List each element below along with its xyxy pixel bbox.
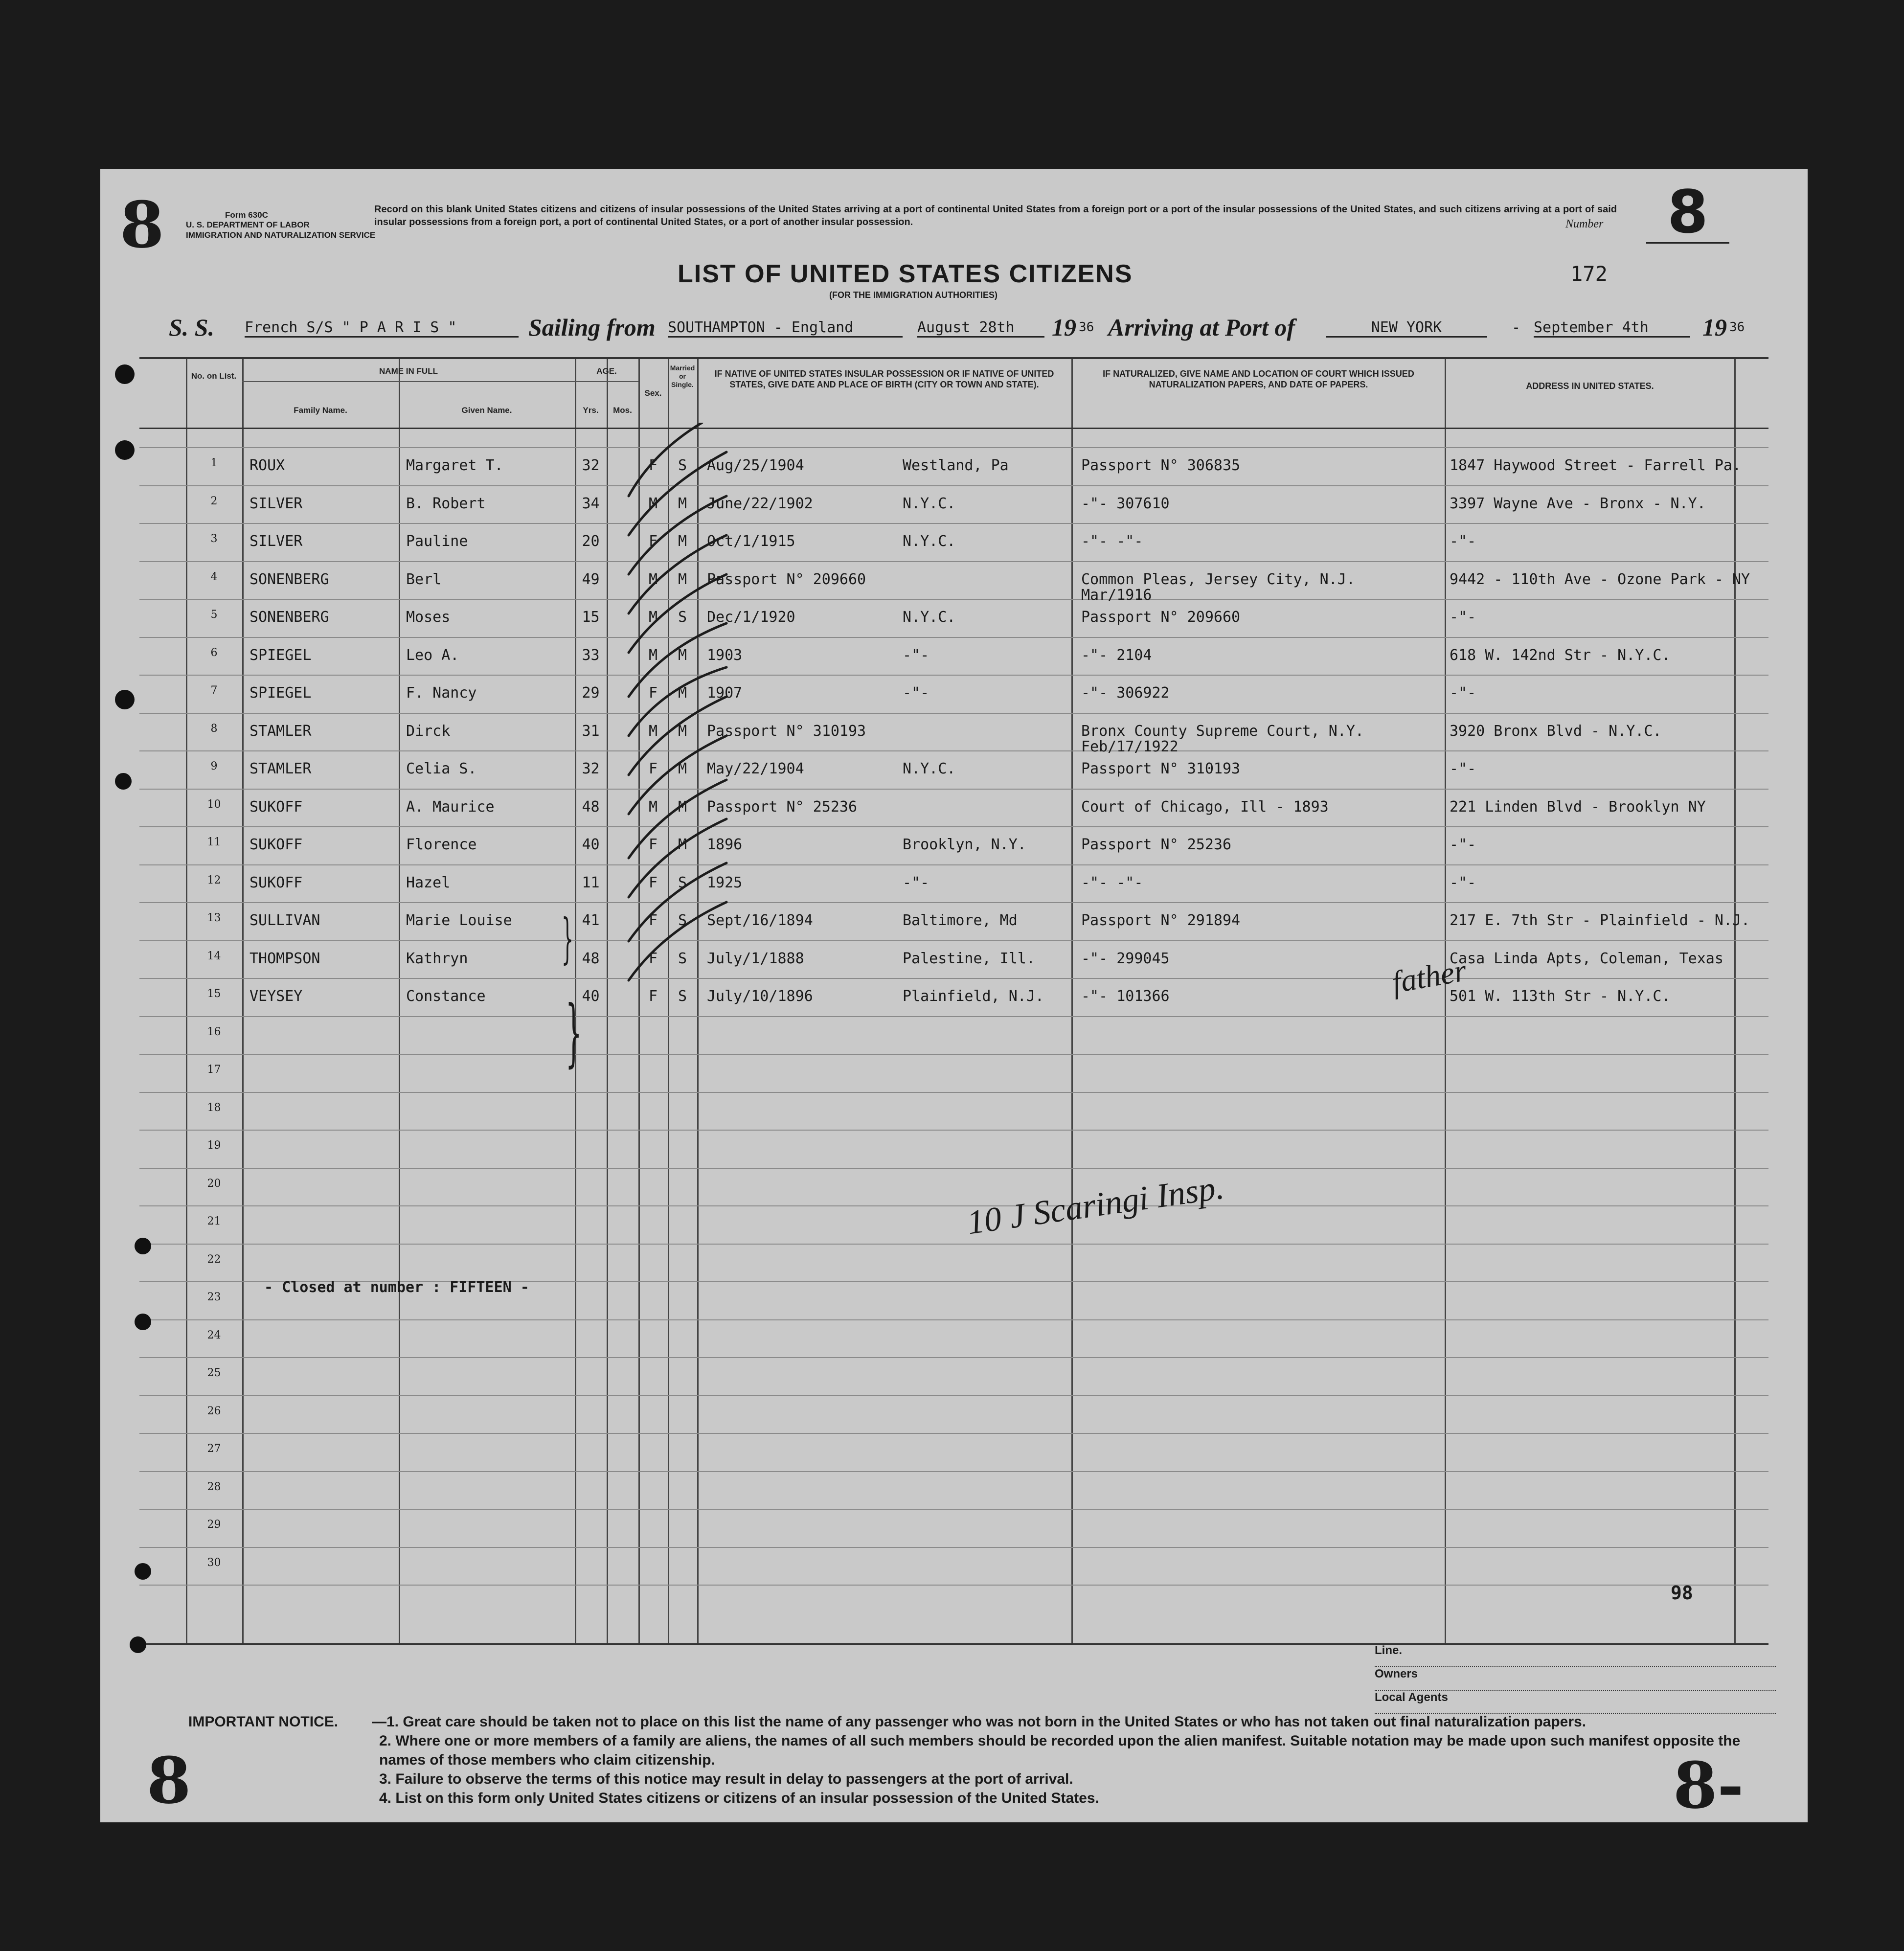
row-rule	[139, 637, 1768, 638]
cell-ms: M	[678, 533, 687, 550]
cell-given: Dirck	[406, 722, 451, 740]
col-divider	[1071, 359, 1073, 1643]
cell-yrs: 32	[582, 457, 600, 474]
row-rule	[139, 523, 1768, 524]
cell-ms: M	[678, 570, 687, 588]
binder-hole	[135, 1238, 151, 1254]
cell-ms: S	[678, 609, 687, 626]
sailing-year-prefix: 19	[1052, 314, 1076, 341]
cell-nat1: Passport N° 310193	[1081, 760, 1241, 777]
cell-given: Hazel	[406, 874, 451, 891]
cell-bplace: N.Y.C.	[903, 533, 956, 550]
cell-family: THOMPSON	[249, 950, 320, 967]
ship-name: French S/S " P A R I S "	[245, 319, 519, 338]
cell-addr: -"-	[1450, 760, 1476, 777]
stamp-number: 172	[1570, 262, 1608, 286]
cell-family: SUKOFF	[249, 874, 303, 891]
row-rule	[139, 1319, 1768, 1320]
row-rule	[139, 1547, 1768, 1548]
empty-row-number: 22	[207, 1253, 221, 1266]
sailing-label: Sailing from	[528, 314, 656, 341]
cell-addr: 501 W. 113th Str - N.Y.C.	[1450, 988, 1671, 1005]
empty-row-number: 29	[207, 1519, 221, 1531]
arriving-label: Arriving at Port of	[1108, 314, 1295, 341]
binder-hole	[115, 440, 135, 460]
cell-no: 5	[210, 609, 218, 621]
cell-addr: 3920 Bronx Blvd - N.Y.C.	[1450, 722, 1662, 740]
cell-nat1: Common Pleas, Jersey City, N.J.	[1081, 570, 1355, 588]
cell-yrs: 29	[582, 684, 600, 702]
cell-nat2: Mar/1916	[1081, 586, 1152, 604]
empty-row-number: 30	[207, 1556, 221, 1569]
cell-no: 13	[207, 912, 221, 924]
binder-hole	[115, 773, 132, 790]
cell-yrs: 20	[582, 533, 600, 550]
cell-ms: M	[678, 684, 687, 702]
cell-no: 12	[207, 874, 221, 886]
cell-no: 3	[210, 533, 218, 545]
cell-bplace: Palestine, Ill.	[903, 950, 1035, 967]
important-notice	[188, 1712, 1773, 1808]
row-rule	[139, 864, 1768, 865]
header-address: ADDRESS IN UNITED STATES.	[1526, 381, 1654, 391]
closed-note: - Closed at number : FIFTEEN -	[264, 1279, 529, 1296]
cell-yrs: 49	[582, 570, 600, 588]
cell-sex: F	[648, 950, 658, 967]
header-name: NAME IN FULL	[379, 366, 438, 376]
cell-yrs: 34	[582, 495, 600, 512]
cell-bplace: -"-	[903, 874, 929, 891]
row-rule	[139, 789, 1768, 790]
cell-addr: 3397 Wayne Ave - Bronx - N.Y.	[1450, 495, 1706, 512]
cell-no: 4	[210, 570, 218, 583]
binder-hole	[115, 690, 135, 709]
row-rule	[139, 1433, 1768, 1434]
cell-nat1: -"- 306922	[1081, 684, 1170, 702]
cell-family: SUKOFF	[249, 836, 303, 853]
dash-separator: -	[1512, 319, 1521, 336]
sailing-date: August 28th	[917, 319, 1044, 338]
cell-given: Kathryn	[406, 950, 468, 967]
row-rule	[139, 713, 1768, 714]
row-rule	[139, 1092, 1768, 1093]
form-id-block	[186, 210, 375, 240]
row-rule	[139, 599, 1768, 600]
ss-label: S. S.	[169, 314, 215, 341]
page-number-bottom-right: 8-	[1673, 1748, 1744, 1822]
notice-item-4: 4. List on this form only United States citizens or citizens of an insular possession of the United States.	[379, 1790, 1099, 1806]
empty-row-number: 23	[207, 1291, 221, 1303]
header-given: Given Name.	[461, 406, 512, 415]
cell-nat1: Passport N° 291894	[1081, 912, 1241, 929]
cell-addr: -"-	[1450, 533, 1476, 550]
cell-addr: 9442 - 110th Ave - Ozone Park - NY	[1450, 570, 1750, 588]
cell-sex: M	[648, 570, 658, 588]
handwritten-father: father	[1389, 953, 1469, 1000]
cell-given: Berl	[406, 570, 442, 588]
cell-given: F. Nancy	[406, 684, 477, 702]
age-subrule	[575, 381, 638, 382]
cell-yrs: 32	[582, 760, 600, 777]
page-number-bottom-left: 8	[147, 1743, 191, 1818]
cell-ms: S	[678, 874, 687, 891]
cell-ms: M	[678, 646, 687, 664]
cell-yrs: 48	[582, 950, 600, 967]
cell-no: 6	[210, 646, 218, 659]
cell-addr: 1847 Haywood Street - Farrell Pa.	[1450, 457, 1742, 474]
cell-ms: M	[678, 798, 687, 816]
cell-bdate: July/10/1896	[707, 988, 813, 1005]
cell-no: 11	[207, 836, 221, 848]
cell-given: Margaret T.	[406, 457, 503, 474]
cell-yrs: 31	[582, 722, 600, 740]
cell-given: A. Maurice	[406, 798, 495, 816]
header-family: Family Name.	[294, 406, 347, 415]
cell-ms: M	[678, 760, 687, 777]
row-rule	[139, 978, 1768, 979]
arrival-port: NEW YORK	[1326, 319, 1487, 338]
cell-sex: F	[648, 457, 658, 474]
cell-addr: Casa Linda Apts, Coleman, Texas	[1450, 950, 1723, 967]
cell-sex: F	[648, 760, 658, 777]
sailing-port: SOUTHAMPTON - England	[668, 319, 903, 338]
cell-bplace: Baltimore, Md	[903, 912, 1018, 929]
cell-no: 9	[210, 760, 218, 772]
row-rule	[139, 940, 1768, 941]
cell-yrs: 40	[582, 988, 600, 1005]
inspector-signature: 10 J Scaringi Insp.	[965, 1168, 1226, 1242]
cell-given: Marie Louise	[406, 912, 512, 929]
header-sex: Sex.	[644, 388, 662, 398]
cell-bdate: Aug/25/1904	[707, 457, 804, 474]
cell-given: Celia S.	[406, 760, 477, 777]
row-rule	[139, 750, 1768, 751]
notice-item-1: —1. Great care should be taken not to place on this list the name of any passenger who was not born in the United States or who has not taken out final naturalization papers.	[372, 1714, 1587, 1730]
agents-field	[1375, 1691, 1776, 1714]
header-marital: Married or Single.	[670, 364, 695, 388]
cell-family: VEYSEY	[249, 988, 303, 1005]
cell-ms: S	[678, 457, 687, 474]
cell-no: 7	[210, 684, 218, 697]
cell-nat1: -"- 2104	[1081, 646, 1152, 664]
family-brace-sukoff: }	[566, 990, 582, 1075]
cell-ms: M	[678, 495, 687, 512]
cell-family: SILVER	[249, 533, 303, 550]
sailing-year: 36	[1079, 320, 1094, 335]
cell-nat1: -"- -"-	[1081, 874, 1143, 891]
line-field: Line.	[1375, 1644, 1776, 1667]
arrival-year: 36	[1729, 320, 1745, 335]
cell-yrs: 15	[582, 609, 600, 626]
cell-bdate: July/1/1888	[707, 950, 804, 967]
row-rule	[139, 1244, 1768, 1245]
page-subtitle: (FOR THE IMMIGRATION AUTHORITIES)	[829, 290, 997, 300]
cell-no: 10	[207, 798, 221, 811]
cell-bdate: Passport N° 25236	[707, 798, 858, 816]
cell-family: SILVER	[249, 495, 303, 512]
row-rule	[139, 1054, 1768, 1055]
form-id: Form 630C	[225, 210, 268, 220]
cell-ms: M	[678, 836, 687, 853]
service: IMMIGRATION AND NATURALIZATION SERVICE	[186, 230, 376, 240]
cell-bdate: June/22/1902	[707, 495, 813, 512]
arrival-year-prefix: 19	[1702, 314, 1727, 341]
header-no: No. on List.	[191, 371, 237, 381]
notice-item-2: 2. Where one or more members of a family are aliens, the names of all such members should be recorded upon the alien manifest. Suitable notation may be made upon such manifest opposite the names of those members who claim citizenship.	[379, 1733, 1741, 1768]
header-rule	[139, 428, 1768, 429]
owners-label: Owners	[1375, 1667, 1418, 1680]
cell-bplace: -"-	[903, 646, 929, 664]
cell-nat1: Passport N° 25236	[1081, 836, 1232, 853]
cell-family: STAMLER	[249, 760, 312, 777]
cell-sex: F	[648, 912, 658, 929]
cell-family: SPIEGEL	[249, 684, 312, 702]
row-rule	[139, 1168, 1768, 1169]
name-subrule	[242, 381, 575, 382]
cell-nat1: Passport N° 209660	[1081, 609, 1241, 626]
cell-sex: M	[648, 798, 658, 816]
page-title: LIST OF UNITED STATES CITIZENS	[678, 260, 1133, 288]
row-rule	[139, 1585, 1768, 1586]
header-naturalized: IF NATURALIZED, GIVE NAME AND LOCATION OF COURT WHICH ISSUED NATURALIZATION PAPERS, AND DATE OF PAPERS.	[1103, 369, 1414, 389]
row-rule	[139, 1357, 1768, 1358]
cell-yrs: 41	[582, 912, 600, 929]
number-label: Number	[1565, 218, 1604, 230]
cell-bdate: Passport N° 209660	[707, 570, 866, 588]
cell-sex: M	[648, 495, 658, 512]
page-footer-number: 98	[1671, 1582, 1693, 1604]
cell-nat2: Feb/17/1922	[1081, 738, 1179, 755]
cell-family: SONENBERG	[249, 570, 329, 588]
empty-row-number: 21	[207, 1215, 221, 1227]
cell-nat1: Court of Chicago, Ill - 1893	[1081, 798, 1329, 816]
row-rule	[139, 485, 1768, 486]
owners-block	[1375, 1644, 1776, 1714]
department: U. S. DEPARTMENT OF LABOR	[186, 220, 310, 230]
cell-addr: 217 E. 7th Str - Plainfield - N.J.	[1450, 912, 1750, 929]
cell-ms: S	[678, 988, 687, 1005]
intro-text: Record on this blank United States citizens and citizens of insular possessions of the United States arriving at a port of continental United States from a foreign port or a port of the insular possessions of the United States, and such citizens arriving at a port of said insular possessions from a foreign port, a port of continental United States, or a port of another insular possession.	[374, 204, 1617, 227]
cell-family: SONENBERG	[249, 609, 329, 626]
cell-ms: S	[678, 950, 687, 967]
empty-row-number: 18	[207, 1101, 221, 1114]
page-number-top-left: 8	[120, 187, 164, 262]
agents-label: Local Agents	[1375, 1691, 1448, 1704]
cell-bplace: Brooklyn, N.Y.	[903, 836, 1026, 853]
cell-nat1: -"- -"-	[1081, 533, 1143, 550]
number-value: 8	[1646, 183, 1729, 244]
manifest-table	[139, 357, 1768, 1645]
cell-addr: 618 W. 142nd Str - N.Y.C.	[1450, 646, 1671, 664]
row-rule	[139, 1205, 1768, 1206]
cell-no: 8	[210, 722, 218, 735]
cell-addr: -"-	[1450, 609, 1476, 626]
cell-addr: 221 Linden Blvd - Brooklyn NY	[1450, 798, 1706, 816]
cell-given: Leo A.	[406, 646, 459, 664]
empty-row-number: 25	[207, 1367, 221, 1379]
cell-bdate: 1896	[707, 836, 743, 853]
cell-bdate: May/22/1904	[707, 760, 804, 777]
binder-hole	[115, 364, 135, 384]
cell-given: B. Robert	[406, 495, 486, 512]
cell-given: Constance	[406, 988, 486, 1005]
binder-hole	[135, 1563, 151, 1580]
empty-row-number: 24	[207, 1329, 221, 1341]
empty-row-number: 28	[207, 1480, 221, 1493]
cell-nat1: Bronx County Supreme Court, N.Y.	[1081, 722, 1364, 740]
cell-bdate: Passport N° 310193	[707, 722, 866, 740]
cell-family: SPIEGEL	[249, 646, 312, 664]
cell-bplace: N.Y.C.	[903, 495, 956, 512]
cell-nat1: -"- 307610	[1081, 495, 1170, 512]
empty-row-number: 16	[207, 1025, 221, 1038]
cell-addr: -"-	[1450, 684, 1476, 702]
cell-sex: F	[648, 533, 658, 550]
cell-nat1: -"- 101366	[1081, 988, 1170, 1005]
cell-bdate: 1925	[707, 874, 743, 891]
cell-bdate: Sept/16/1894	[707, 912, 813, 929]
cell-nat1: Passport N° 306835	[1081, 457, 1241, 474]
row-rule	[139, 447, 1768, 448]
cell-family: SULLIVAN	[249, 912, 320, 929]
cell-no: 1	[210, 457, 218, 469]
row-rule	[139, 561, 1768, 562]
cell-sex: F	[648, 988, 658, 1005]
row-rule	[139, 1509, 1768, 1510]
row-rule	[139, 1130, 1768, 1131]
cell-ms: M	[678, 722, 687, 740]
cell-no: 2	[210, 495, 218, 507]
cell-bplace: Westland, Pa	[903, 457, 1009, 474]
cell-sex: F	[648, 836, 658, 853]
col-divider	[1734, 359, 1736, 1643]
voyage-line	[169, 313, 1754, 347]
cell-bdate: 1903	[707, 646, 743, 664]
cell-sex: M	[648, 609, 658, 626]
cell-no: 14	[207, 950, 221, 962]
cell-yrs: 40	[582, 836, 600, 853]
empty-row-number: 27	[207, 1443, 221, 1455]
cell-bdate: Dec/1/1920	[707, 609, 795, 626]
cell-bplace: Plainfield, N.J.	[903, 988, 1044, 1005]
cell-addr: -"-	[1450, 874, 1476, 891]
cell-addr: -"-	[1450, 836, 1476, 853]
manifest-page	[100, 169, 1808, 1822]
row-rule	[139, 826, 1768, 827]
cell-ms: S	[678, 912, 687, 929]
cell-sex: F	[648, 684, 658, 702]
cell-family: STAMLER	[249, 722, 312, 740]
check-marks	[609, 423, 736, 985]
arrival-date: September 4th	[1534, 319, 1690, 338]
col-divider	[242, 359, 244, 1643]
row-rule	[139, 1395, 1768, 1396]
row-rule	[139, 675, 1768, 676]
col-divider	[399, 359, 400, 1643]
row-rule	[139, 902, 1768, 903]
cell-yrs: 48	[582, 798, 600, 816]
cell-no: 15	[207, 988, 221, 1000]
cell-given: Pauline	[406, 533, 468, 550]
cell-given: Florence	[406, 836, 477, 853]
cell-bplace: N.Y.C.	[903, 760, 956, 777]
header-mos: Mos.	[613, 406, 632, 415]
family-brace-stamler: }	[561, 907, 574, 970]
col-divider	[186, 359, 187, 1643]
cell-sex: M	[648, 722, 658, 740]
cell-sex: F	[648, 874, 658, 891]
header-birth: IF NATIVE OF UNITED STATES INSULAR POSSESSION OR IF NATIVE OF UNITED STATES, GIVE DATE AND PLACE OF BIRTH (CITY OR TOWN AND STATE).	[714, 369, 1054, 389]
cell-bdate: Oct/1/1915	[707, 533, 795, 550]
row-rule	[139, 1016, 1768, 1017]
notice-item-3: 3. Failure to observe the terms of this notice may result in delay to passengers at the port of arrival.	[379, 1771, 1073, 1787]
line-label: Line	[1375, 1644, 1399, 1657]
col-divider	[1445, 359, 1446, 1643]
empty-row-number: 20	[207, 1177, 221, 1190]
cell-bdate: 1907	[707, 684, 743, 702]
cell-nat1: -"- 299045	[1081, 950, 1170, 967]
cell-bplace: N.Y.C.	[903, 609, 956, 626]
empty-row-number: 17	[207, 1064, 221, 1076]
cell-yrs: 33	[582, 646, 600, 664]
binder-hole	[135, 1314, 151, 1330]
row-rule	[139, 1471, 1768, 1472]
binder-hole	[130, 1636, 146, 1653]
header-yrs: Yrs.	[583, 406, 599, 415]
cell-family: ROUX	[249, 457, 285, 474]
empty-row-number: 26	[207, 1405, 221, 1417]
cell-yrs: 11	[582, 874, 600, 891]
cell-sex: M	[648, 646, 658, 664]
cell-bplace: -"-	[903, 684, 929, 702]
col-divider	[607, 359, 608, 1643]
cell-family: SUKOFF	[249, 798, 303, 816]
owners-field	[1375, 1667, 1776, 1691]
empty-row-number: 19	[207, 1139, 221, 1152]
cell-given: Moses	[406, 609, 451, 626]
header-age: AGE.	[596, 366, 617, 376]
notice-heading: IMPORTANT NOTICE.	[188, 1714, 339, 1730]
